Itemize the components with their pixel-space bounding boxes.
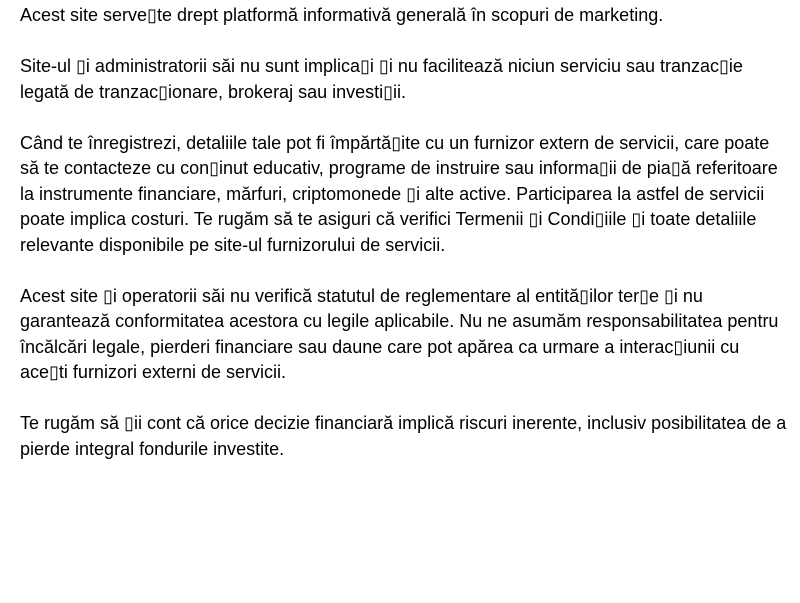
disclaimer-text: [20, 3, 792, 462]
paragraph-platform-purpose: Acest site serve▯te drept platformă informativă generală în scopuri de marketing.: [20, 5, 664, 25]
paragraph-risk-warning: Te rugăm să ▯ii cont că orice decizie financiară implică riscuri inerente, inclusiv posibilitatea de a pierde integral fondurile investite.: [20, 413, 787, 459]
paragraph-registration-sharing: Când te înregistrezi, detaliile tale pot fi împărtă▯ite cu un furnizor extern de servicii, care poate să te contacteze cu con▯inut educativ, programe de instruire sau informa▯ii de pia▯ă referitoare la instrumente financiare, mărfuri, criptomonede ▯i alte active. Participarea la astfel de servicii poate implica costuri. Te rugăm să te asiguri că verifici Termenii ▯i Condi▯iile ▯i toate detaliile relevante disponibile pe site-ul furnizorului de servicii.: [20, 132, 778, 255]
paragraph-no-involvement: Site-ul ▯i administratorii săi nu sunt implica▯i ▯i nu facilitează niciun serviciu sau tranzac▯ie legată de tranzac▯ionare, brokeraj sau investi▯ii.: [20, 56, 743, 102]
paragraph-no-verification: Acest site ▯i operatorii săi nu verifică statutul de reglementare al entită▯ilor ter▯e ▯i nu garantează conformitatea acestora cu legile aplicabile. Nu ne asumăm responsabilitatea pentru încălcări legale, pierderi financiare sau daune care pot apărea ca urmare a interac▯iunii cu ace▯ti furnizori externi de servicii.: [20, 285, 779, 382]
